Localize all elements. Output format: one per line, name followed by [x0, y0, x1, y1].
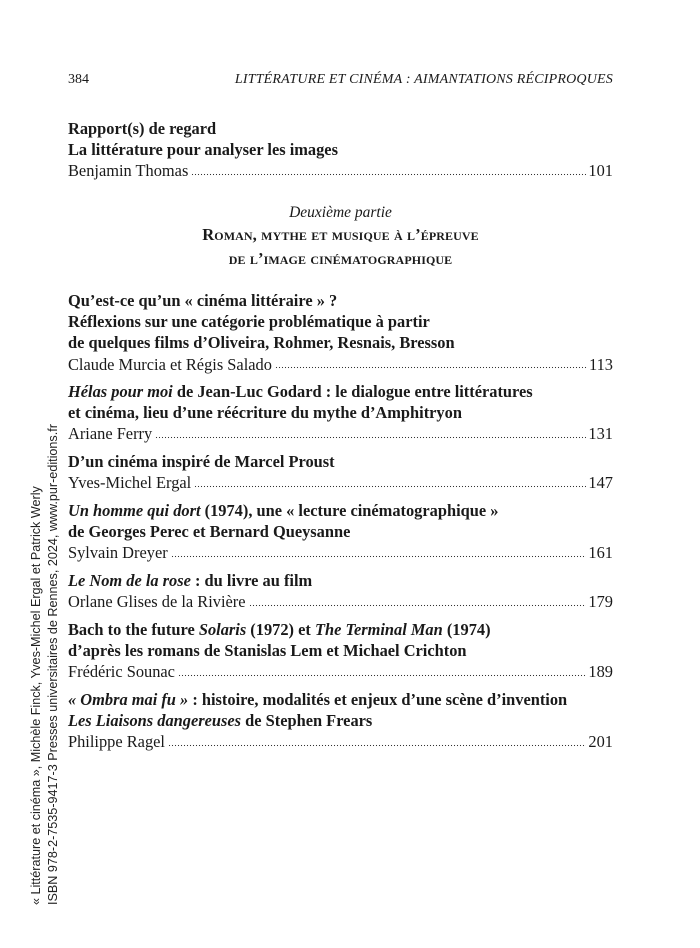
entry-page: 147: [588, 473, 613, 493]
entry-author: Benjamin Thomas: [68, 161, 189, 181]
part-heading: [68, 203, 613, 270]
part-title-line: Roman, mythe et musique à l’épreuve: [202, 225, 479, 244]
entry-page: 113: [589, 354, 613, 374]
part-title-line: de l’image cinématographique: [228, 248, 453, 268]
entry-title-line: [68, 381, 613, 402]
dot-leader: [168, 743, 586, 747]
dot-leader: [194, 484, 586, 488]
entry-title-text: de Stephen Frears: [241, 711, 373, 731]
entry-title-line: d’après les romans de Stanislas Lem et Michael Crichton: [68, 641, 467, 661]
side-copyright-notice: [28, 425, 61, 905]
entry-author-line: [68, 542, 613, 563]
toc-entry: [68, 689, 613, 753]
entry-title-line: [68, 710, 613, 731]
entry-author-line: [68, 472, 613, 493]
entry-title-line: D’un cinéma inspiré de Marcel Proust: [68, 452, 335, 471]
entry-author-line: [68, 423, 613, 444]
toc-entry: [68, 451, 613, 493]
part-label: Deuxième partie: [289, 204, 392, 221]
entry-page: 189: [588, 662, 613, 682]
entry-author-line: [68, 591, 613, 612]
entry-author: Claude Murcia et Régis Salado: [68, 354, 272, 374]
entry-title-line: Rapport(s) de regard: [68, 119, 217, 138]
entry-author-line: [68, 661, 613, 682]
toc-entry: [68, 619, 613, 683]
entry-page: 179: [588, 592, 613, 612]
running-title: LITTÉRATURE ET CINÉMA : AIMANTATIONS RÉCIPROQUES: [234, 72, 613, 87]
entry-title-line: Qu’est-ce qu’un « cinéma littéraire » ?: [68, 291, 338, 310]
entry-page: 101: [588, 161, 613, 181]
entry-title-italic: The Terminal Man: [314, 620, 443, 639]
entry-title-italic: « Ombra mai fu »: [68, 690, 189, 709]
entry-author: Ariane Ferry: [68, 424, 153, 444]
entry-title-italic: Un homme qui dort: [68, 501, 201, 520]
entry-title-line: de quelques films d’Oliveira, Rohmer, Resnais, Bresson: [68, 333, 455, 353]
entry-author-line: [68, 160, 613, 181]
toc-entry: [68, 381, 613, 445]
entry-author-line: [68, 731, 613, 752]
running-header: [68, 72, 613, 92]
toc-entry: [68, 290, 613, 375]
entry-title-text: (1972) et: [246, 620, 315, 639]
entry-title-line: et cinéma, lieu d’une réécriture du mythe d’Amphitryon: [68, 403, 462, 423]
dot-leader: [249, 603, 587, 607]
entry-title-text: (1974): [442, 620, 491, 639]
entry-page: 201: [588, 732, 613, 752]
entry-author: Frédéric Sounac: [68, 662, 175, 682]
entry-title-text: : histoire, modalités et enjeux d’une scène d’invention: [188, 690, 568, 709]
entry-title-italic: Le Nom de la rose: [68, 571, 191, 590]
entry-author: Sylvain Dreyer: [68, 543, 168, 563]
entry-title-italic: Les Liaisons dangereuses: [68, 711, 242, 731]
entry-author: Yves-Michel Ergal: [68, 473, 192, 493]
dot-leader: [155, 435, 586, 439]
entry-title-line: [68, 500, 613, 521]
toc-entry: [68, 500, 613, 564]
entry-title-italic: Hélas pour moi: [68, 382, 173, 401]
entry-page: 131: [588, 424, 613, 444]
entry-title-line: La littérature pour analyser les images: [68, 140, 338, 160]
toc-entry: [68, 118, 613, 182]
entry-author: Philippe Ragel: [68, 732, 165, 752]
entry-title-line: [68, 570, 613, 591]
entry-title-text: Bach to the future: [68, 620, 199, 639]
dot-leader: [191, 172, 586, 176]
toc-entry: [68, 570, 613, 612]
entry-title-line: [68, 619, 613, 640]
entry-title-text: : du livre au film: [190, 571, 313, 590]
entry-title-line: Réflexions sur une catégorie problématique à partir: [68, 312, 430, 332]
entry-author: Orlane Glises de la Rivière: [68, 592, 246, 612]
entry-title-line: de Georges Perec et Bernard Queysanne: [68, 522, 351, 542]
entry-title-italic: Solaris: [198, 620, 247, 639]
side-notice-line: ISBN 978-2-7535-9417-3 Presses universitaires de Rennes, 2024, www.pur-editions.fr: [45, 424, 60, 905]
dot-leader: [178, 673, 586, 677]
dot-leader: [275, 366, 587, 370]
entry-page: 161: [588, 543, 613, 563]
entry-title-text: (1974), une « lecture cinématographique »: [200, 501, 499, 520]
entry-title-line: [68, 689, 613, 710]
dot-leader: [171, 554, 587, 558]
side-notice-line: « Littérature et cinéma », Michèle Finck, Yves-Michel Ergal et Patrick Werly: [29, 486, 43, 905]
entry-author-line: [68, 354, 613, 375]
page-number: 384: [68, 72, 89, 87]
entry-title-text: de Jean-Luc Godard : le dialogue entre littératures: [172, 382, 533, 401]
